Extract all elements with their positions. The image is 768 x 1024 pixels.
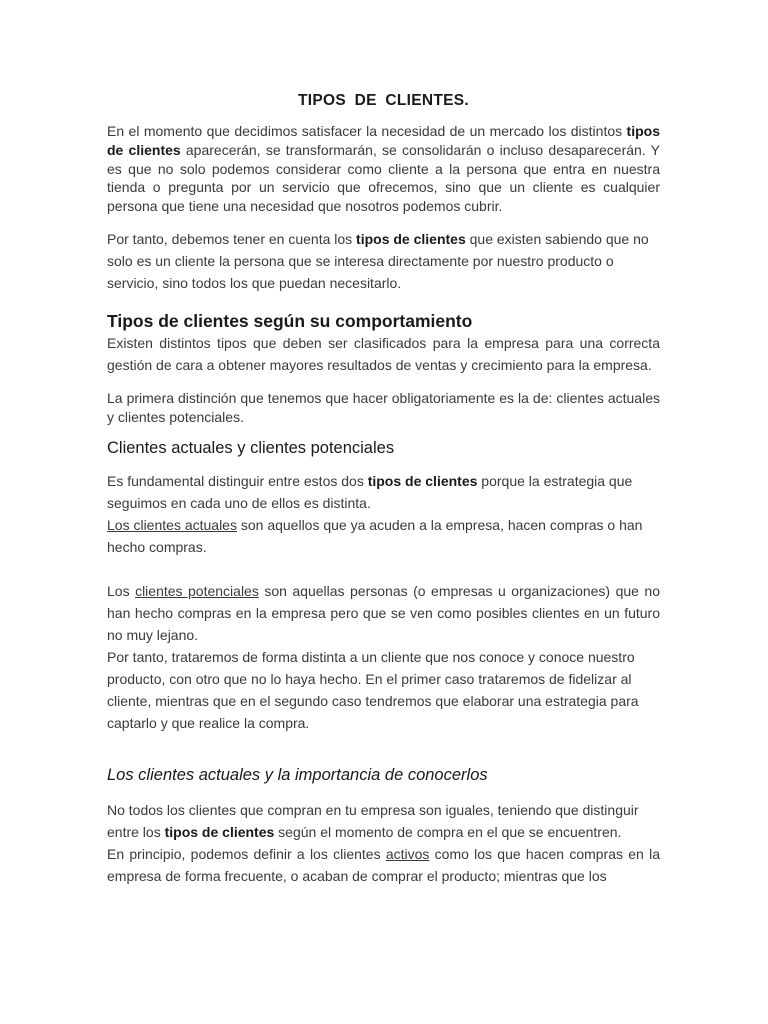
document-page — [107, 92, 660, 887]
link-clientes-potenciales[interactable]: clientes potenciales — [135, 582, 259, 599]
text: En el momento que decidimos satisfacer la necesidad de un mercado los distintos — [107, 123, 627, 139]
bold-term: tipos de clientes — [107, 123, 660, 158]
heading-actuales-potenciales: Clientes actuales y clientes potenciales — [107, 438, 395, 457]
bold-term: tipos de clientes — [367, 472, 478, 489]
link-clientes-actuales[interactable]: Los clientes actuales — [107, 516, 237, 533]
text: Es fundamental distinguir entre estos dos — [107, 472, 368, 489]
paragraph-en-principio — [107, 843, 660, 887]
intro-paragraph — [107, 122, 660, 216]
paragraph-primera-distincion: La primera distinción que tenemos que hacer obligatoriamente es la de: clientes actuales y clientes potenciales. — [107, 389, 660, 425]
text: Los — [107, 582, 136, 599]
bold-term: tipos de clientes — [164, 823, 275, 840]
paragraph-fundamental — [107, 470, 660, 514]
bold-term: tipos de clientes — [356, 230, 466, 247]
text: Por tanto, debemos tener en cuenta los — [107, 230, 357, 247]
paragraph-clientes-actuales — [107, 514, 660, 558]
link-activos[interactable]: activos — [385, 845, 430, 862]
text: No todos los clientes que compran en tu empresa son iguales, teniendo que distinguir entre los — [107, 801, 639, 840]
heading-importancia: Los clientes actuales y la importancia de conocerlos — [107, 765, 488, 784]
paragraph-no-todos — [107, 799, 660, 843]
text: son aquellas personas (o empresas u organizaciones) que no han hecho compras en la empresa pero que se ven como posibles clientes en un futuro no muy lejano. — [107, 582, 660, 643]
text: como los que hacen compras en la empresa de forma frecuente, o acaban de comprar el producto; mientras que los — [107, 845, 660, 884]
text: según el momento de compra en el que se encuentren. — [274, 823, 622, 840]
text: que existen sabiendo que no solo es un cliente la persona que se interesa directamente por nuestro producto o servicio, sino todos los que puedan necesitarlo. — [107, 230, 649, 291]
paragraph-clientes-potenciales — [107, 580, 660, 646]
text: son aquellos que ya acuden a la empresa, hacen compras o han hecho compras. — [107, 516, 643, 555]
document-title: TIPOS DE CLIENTES. — [297, 92, 469, 109]
text: porque la estrategia que seguimos en cada uno de ellos es distinta. — [107, 472, 633, 511]
paragraph-trataremos: Por tanto, trataremos de forma distinta a un cliente que nos conoce y conoce nuestro producto, con otro que no lo haya hecho. En el primer caso trataremos de fidelizar al cliente, mientras que en el segundo caso tendremos que elaborar una estrategia para captarlo y que realice la compra. — [107, 648, 639, 731]
paragraph-por-tanto — [107, 228, 660, 294]
paragraph-existen: Existen distintos tipos que deben ser clasificados para la empresa para una correcta gestión de cara a obtener mayores resultados de ventas y crecimiento para la empresa. — [107, 334, 660, 373]
text: aparecerán, se transformarán, se consolidarán o incluso desaparecerán. Y es que no solo podemos considerar como cliente a la persona que entra en nuestra tienda o pregunta por un servicio que ofrecemos, sino que un cliente es cualquier persona que tiene una necesidad que nosotros podemos cubrir. — [107, 141, 660, 215]
heading-comportamiento: Tipos de clientes según su comportamiento — [107, 310, 473, 331]
text: En principio, podemos definir a los clientes — [107, 845, 386, 862]
